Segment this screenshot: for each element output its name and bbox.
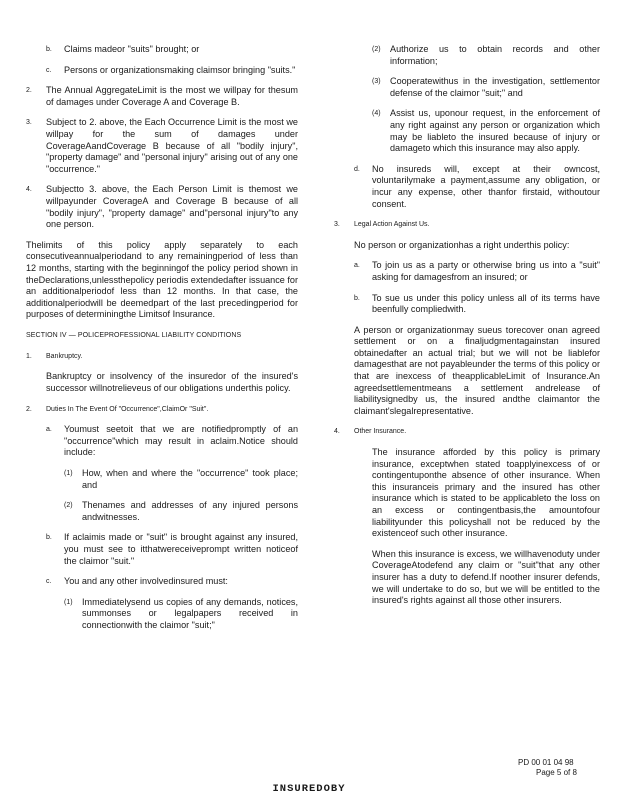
item-text: Assist us, uponour request, in the enforcement of any right against any person or organization which may be liableto the insured because of injury or damageto which this insurance may also apply. bbox=[390, 108, 600, 154]
legal-action-item-a bbox=[334, 260, 600, 283]
item-text: Persons or organizationsmaking claimsor bringing "suits." bbox=[64, 64, 296, 75]
item-b-claims bbox=[26, 44, 298, 56]
item-text: You and any other involvedinsured must: bbox=[64, 576, 228, 587]
page-number: Page 5 of 8 bbox=[536, 768, 577, 777]
condition-title: Other Insurance. bbox=[354, 428, 407, 436]
condition-title: Bankruptcy. bbox=[46, 352, 83, 360]
duties-item-c bbox=[26, 576, 298, 588]
duties-item-c4 bbox=[334, 108, 600, 154]
section-heading: SECTION IV — POLICEPROFESSIONAL LIABILITY CONDITIONS bbox=[26, 331, 242, 339]
item-marker: 4. bbox=[26, 186, 32, 194]
watermark-text: INSUREDOBY bbox=[272, 783, 346, 795]
condition-legal-action bbox=[334, 219, 600, 231]
item-c-persons bbox=[26, 65, 298, 77]
item-text: Thenames and addresses of any injured persons andwitnesses. bbox=[82, 500, 298, 522]
left-column bbox=[26, 44, 298, 641]
item-marker: 2. bbox=[26, 87, 32, 95]
item-marker: c. bbox=[46, 578, 52, 586]
item-marker: a. bbox=[354, 262, 360, 270]
item-text: No insureds will, except at their owncost, voluntarilymake a payment,assume any obligation, or incur any expense, other thanfor firstaid, withoutour consent. bbox=[372, 163, 600, 209]
item-marker: d. bbox=[354, 165, 360, 173]
item-marker: a. bbox=[46, 426, 52, 434]
legal-action-paragraph: A person or organizationmay sueus torecover onan agreed settlement or on a finaljudgmentagainstan insured obtainedafter an actual trial; but we will not be liablefor damagesthat are not payableunder the terms of this policy or that are inexcess of theapplicableLimit of Insurance.An agreedsettlementmeans a settlement andrelease of liabilitysignedby us, the insured andthe claimantor the claimant'slegalrepresentative. bbox=[354, 324, 600, 416]
limits-paragraph: Thelimits of this policy apply separately to each consecutiveannualperiodand to any remainingperiod of less than 12 months, starting with the beginningof the policy period shown in theDeclarations,unlessthepolicy periodis extendedafter issuance for an additionalperiodof less than 12 months. In that case, the additionalperiodwill be deemedpart of the last precedingperiod for purposes of determiningthe Limitsof Insurance. bbox=[26, 239, 298, 320]
legal-action-intro: No person or organizationhas a right underthis policy: bbox=[354, 239, 570, 250]
item-text: To sue us under this policy unless all of its terms have beenfully compliedwith. bbox=[372, 292, 600, 315]
duties-item-c3 bbox=[334, 76, 600, 99]
other-insurance-p2: When this insurance is excess, we willhavenoduty under CoverageAtodefend any claim or "suit"that any other insurer has a duty to defend.If noother insurer defends, we will undertake to do so, but we will be entitled to the insured's rights against all those other insurers. bbox=[372, 548, 600, 606]
para-each-occurrence bbox=[26, 117, 298, 175]
para-annual-aggregate bbox=[26, 85, 298, 108]
item-text: Immediatelysend us copies of any demands, notices, summonses or legalpapers received in connectionwith the claimor "suit;" bbox=[82, 596, 298, 630]
item-text: The Annual AggregateLimit is the most we willpay for thesum of damages under Coverage A and Coverage B. bbox=[46, 85, 298, 107]
right-column bbox=[334, 44, 600, 616]
condition-duties bbox=[26, 404, 298, 416]
para-each-person bbox=[26, 184, 298, 230]
condition-other-insurance bbox=[334, 426, 600, 438]
item-text: Subjectto 3. above, the Each Person Limit is themost we willpayunder CoverageA and Coverage B because of all "bodily injury", "property damage" and"personal injury"to any one person. bbox=[46, 184, 298, 230]
duties-item-c2 bbox=[334, 44, 600, 67]
item-marker: (2) bbox=[64, 502, 73, 510]
item-marker: 4. bbox=[334, 428, 340, 436]
item-marker: (1) bbox=[64, 598, 73, 606]
item-text: If aclaimis made or "suit" is brought against any insured, you must see to itthatwereceiveprompt written noticeof the claimor "suit." bbox=[64, 532, 298, 566]
item-text: Authorize us to obtain records and other information; bbox=[390, 44, 600, 66]
form-code: PD 00 01 04 98 bbox=[518, 758, 574, 767]
item-text: Subject to 2. above, the Each Occurrence Limit is the most we willpay for the sum of damages under CoverageAandCoverage B because of all "bodily injury", "property damage" and "personal injury" arising out of any one "occurrence." bbox=[46, 117, 298, 174]
item-marker: 1. bbox=[26, 352, 32, 360]
item-text: How, when and where the "occurrence" took place; and bbox=[82, 468, 298, 490]
item-marker: 3. bbox=[26, 119, 32, 127]
item-marker: (3) bbox=[372, 78, 381, 86]
condition-title: Legal Action Against Us. bbox=[354, 221, 430, 229]
item-marker: (1) bbox=[64, 470, 73, 478]
bankruptcy-text: Bankruptcy or insolvency of the insuredor of the insured's successor willnotrelieveus of our obligations underthis policy. bbox=[46, 371, 298, 394]
item-text: To join us as a party or otherwise bring us into a "suit" asking for damagesfrom an insured; or bbox=[372, 260, 600, 282]
duties-item-a bbox=[26, 424, 298, 459]
condition-title: Duties In The Event Of "Occurrence",ClaimOr "Suit". bbox=[46, 405, 209, 413]
item-marker: c. bbox=[46, 66, 52, 74]
item-marker: b. bbox=[46, 534, 52, 542]
duties-item-a2 bbox=[26, 500, 298, 523]
item-marker: (2) bbox=[372, 46, 381, 53]
duties-item-b bbox=[26, 532, 298, 567]
item-marker: b. bbox=[46, 46, 52, 53]
item-marker: 2. bbox=[26, 405, 32, 413]
item-text: Claims madeor "suits" brought; or bbox=[64, 44, 200, 54]
condition-bankruptcy bbox=[26, 351, 298, 363]
other-insurance-p1: The insurance afforded by this policy is primary insurance, exceptwhen stated toapplyinexcess of or contingentuponthe absence of other insurance. When this insuranceis primary and the insured has other insurance which is stated to be applicableto the loss on an excess or contingentbasis,the amountofour liabilityunder this policyshall not be reduced by the existenceof such other insurance. bbox=[372, 447, 600, 539]
item-marker: 3. bbox=[334, 221, 340, 229]
duties-item-a1 bbox=[26, 468, 298, 491]
duties-item-c1 bbox=[26, 597, 298, 632]
item-marker: b. bbox=[354, 294, 360, 302]
item-text: Cooperatewithus in the investigation, settlementor defense of the claimor "suit;" and bbox=[390, 76, 600, 98]
item-text: Youmust seetoit that we are notifiedpromptly of an "occurrence"which may result in aclaim.Notice should include: bbox=[64, 424, 298, 458]
duties-item-d bbox=[334, 164, 600, 210]
legal-action-item-b bbox=[334, 293, 600, 316]
item-marker: (4) bbox=[372, 110, 381, 118]
